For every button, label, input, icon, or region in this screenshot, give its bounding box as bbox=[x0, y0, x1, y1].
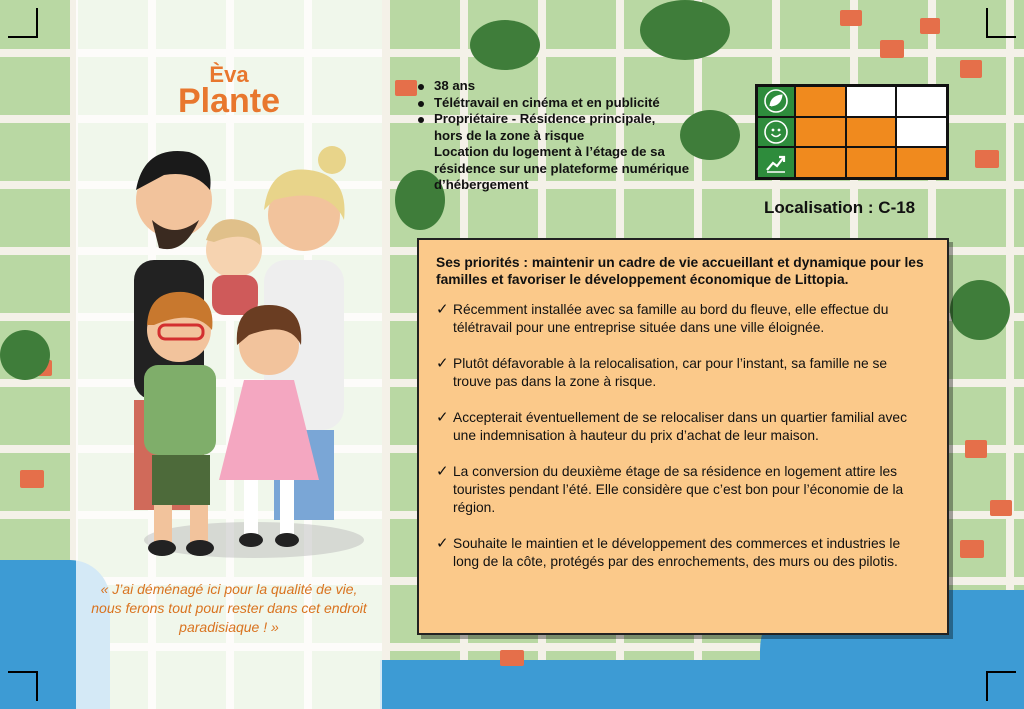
map-house bbox=[960, 60, 982, 78]
smiley-icon bbox=[758, 118, 794, 147]
crop-mark-bottom-left bbox=[8, 671, 38, 701]
map-house bbox=[880, 40, 904, 58]
map-tree bbox=[470, 20, 540, 70]
map-house bbox=[990, 500, 1012, 516]
map-tree bbox=[0, 330, 50, 380]
map-tree bbox=[950, 280, 1010, 340]
crop-mark-top-right bbox=[986, 8, 1016, 38]
priority-item: ✓ Souhaite le maintien et le développement des commerces et industries le long de la côte, protégés par des enrochements, des murs ou des pilotis. bbox=[436, 535, 901, 569]
map-house bbox=[965, 440, 987, 458]
last-name: Plante bbox=[177, 82, 281, 120]
checkmark-icon: ✓ bbox=[436, 463, 449, 480]
bio-item-age: 38 ans bbox=[414, 78, 744, 95]
map-house bbox=[20, 470, 44, 488]
rating-cell bbox=[847, 148, 896, 177]
bio-item-housing: Propriétaire - Résidence principale, hors de la zone à risque Location du logement à l’étage de sa résidence sur une plateforme numérique d’hébergement bbox=[414, 111, 744, 194]
growth-chart-icon bbox=[758, 148, 794, 177]
leaf-icon bbox=[758, 87, 794, 116]
priorities-box bbox=[417, 238, 949, 635]
priority-item: ✓ Plutôt défavorable à la relocalisation, car pour l’instant, sa famille ne se trouve pas dans la zone à risque. bbox=[436, 355, 888, 389]
river-water bbox=[380, 660, 800, 709]
location-label: Localisation : C-18 bbox=[764, 198, 916, 217]
map-house bbox=[500, 650, 524, 666]
checkmark-icon: ✓ bbox=[436, 301, 449, 318]
rating-cell bbox=[897, 118, 946, 147]
character-quote: « J’ai déménagé ici pour la qualité de vie, nous ferons tout pour rester dans cet endroit paradisiaque ! » bbox=[91, 581, 367, 635]
map-house bbox=[920, 18, 940, 34]
family-illustration bbox=[104, 130, 364, 570]
priority-item: ✓ Accepterait éventuellement de se relocaliser dans un quartier familial avec une indemnisation à hauteur du prix d’achat de leur maison. bbox=[436, 409, 908, 443]
priorities-title: Ses priorités : maintenir un cadre de vie accueillant et dynamique pour les familles et favoriser le développement économique de Littopia. bbox=[436, 255, 924, 287]
checkmark-icon: ✓ bbox=[436, 355, 449, 372]
character-panel bbox=[76, 0, 382, 709]
map-tree bbox=[640, 0, 730, 60]
rating-cell bbox=[796, 148, 845, 177]
baby-figure bbox=[206, 219, 262, 315]
rating-grid bbox=[755, 84, 949, 180]
rating-cell bbox=[796, 118, 845, 147]
crop-mark-top-left bbox=[8, 8, 38, 38]
boy-figure bbox=[144, 292, 216, 556]
map-house bbox=[960, 540, 984, 558]
first-name: Èva bbox=[209, 62, 249, 87]
priority-item: ✓ Récemment installée avec sa famille au bord du fleuve, elle effectue du télétravail pour une entreprise située dans une ville éloignée. bbox=[436, 301, 889, 335]
priority-item: ✓ La conversion du deuxième étage de sa résidence en logement attire les touristes pendant l’été. Elle considère que c’est bon pour l’économie de la région. bbox=[436, 463, 904, 515]
checkmark-icon: ✓ bbox=[436, 535, 449, 552]
rating-cell bbox=[796, 87, 845, 116]
map-house bbox=[840, 10, 862, 26]
rating-cell bbox=[897, 148, 946, 177]
bio-list bbox=[414, 78, 744, 194]
checkmark-icon: ✓ bbox=[436, 409, 449, 426]
map-house bbox=[975, 150, 999, 168]
rating-cell bbox=[847, 118, 896, 147]
rating-cell bbox=[897, 87, 946, 116]
rating-cell bbox=[847, 87, 896, 116]
crop-mark-bottom-right bbox=[986, 671, 1016, 701]
bio-item-job: Télétravail en cinéma et en publicité bbox=[414, 95, 744, 112]
